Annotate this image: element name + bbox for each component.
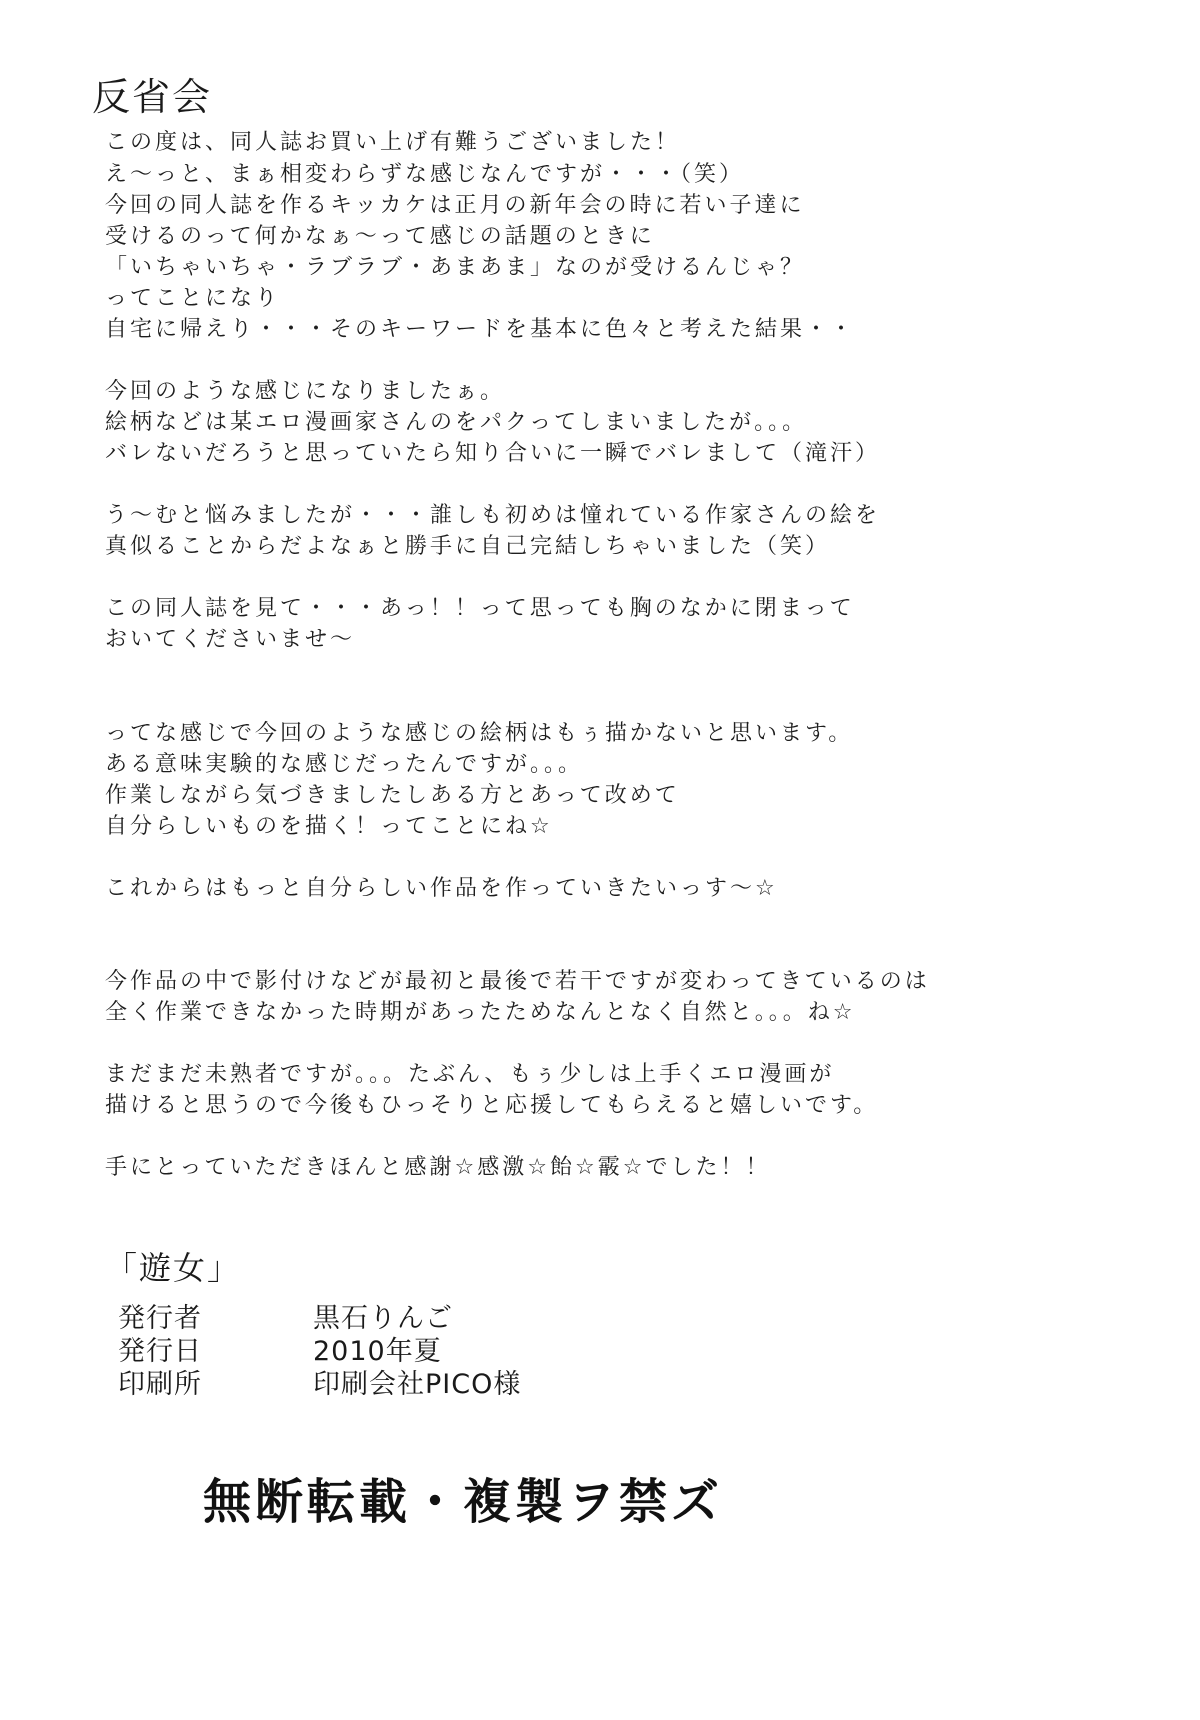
afterword-line: これからはもっと自分らしい作品を作っていきたいっす〜☆ (105, 876, 778, 901)
colophon-label: 発行者 (118, 1303, 202, 1334)
afterword-line: 今作品の中で影付けなどが最初と最後で若干ですが変わってきているのは (105, 969, 930, 994)
afterword-line: え〜っと、まぁ相変わらずな感じなんですが・・・（笑） (105, 162, 745, 187)
afterword-line: ってことになり (105, 286, 281, 311)
afterword-line: 真似ることからだよなぁと勝手に自己完結しちゃいました（笑） (105, 534, 831, 559)
afterword-line: 今回のような感じになりましたぁ。 (105, 379, 506, 404)
afterword-line: 自宅に帰えり・・・そのキーワードを基本に色々と考えた結果・・ (105, 317, 856, 342)
afterword-line: 描けると思うので今後もひっそりと応援してもらえると嬉しいです。 (105, 1093, 879, 1118)
book-title: 「遊女」 (105, 1249, 242, 1287)
colophon-label: 印刷所 (118, 1369, 202, 1400)
colophon-label: 発行日 (118, 1336, 202, 1367)
afterword-line: この度は、同人誌お買い上げ有難うございました！ (105, 130, 681, 155)
afterword-line: 「いちゃいちゃ・ラブラブ・あまあま」なのが受けるんじゃ？ (105, 255, 806, 280)
afterword-line: おいてくださいませ〜 (105, 627, 356, 652)
afterword-line: 手にとっていただきほんと感謝☆感激☆飴☆霰☆でした！！ (105, 1155, 771, 1180)
afterword-line: 全く作業できなかった時期があったためなんとなく自然と。。。ね☆ (105, 1000, 856, 1025)
afterword-line: 絵柄などは某エロ漫画家さんのをパクってしまいましたが。。。 (105, 410, 808, 435)
afterword-line: 今回の同人誌を作るキッカケは正月の新年会の時に若い子達に (105, 193, 805, 218)
colophon-value: 黒石りんご (313, 1303, 453, 1334)
afterword-line: 作業しながら気づきましたしある方とあって改めて (105, 783, 680, 808)
colophon-value: 印刷会社PICO様 (313, 1369, 522, 1400)
afterword-line: まだまだ未熟者ですが。。。たぶん、もぅ少しは上手くエロ漫画が (105, 1062, 835, 1087)
afterword-title: 反省会 (92, 75, 213, 119)
afterword-line: ある意味実験的な感じだったんですが。。。 (105, 752, 584, 777)
colophon-value: 2010年夏 (313, 1336, 442, 1367)
afterword-line: ってな感じで今回のような感じの絵柄はもぅ描かないと思います。 (105, 721, 854, 746)
afterword-line: 自分らしいものを描く！ってことにね☆ (105, 814, 553, 839)
afterword-line: う〜むと悩みましたが・・・誰しも初めは憧れている作家さんの絵を (105, 503, 881, 528)
afterword-line: 受けるのって何かなぁ〜って感じの話題のときに (105, 224, 655, 249)
copyright-notice: 無断転載・複製ヲ禁ズ (203, 1474, 724, 1530)
afterword-line: バレないだろうと思っていたら知り合いに一瞬でバレまして（滝汗） (105, 441, 881, 466)
afterword-line: この同人誌を見て・・・あっ！！って思っても胸のなかに閉まって (105, 596, 855, 621)
